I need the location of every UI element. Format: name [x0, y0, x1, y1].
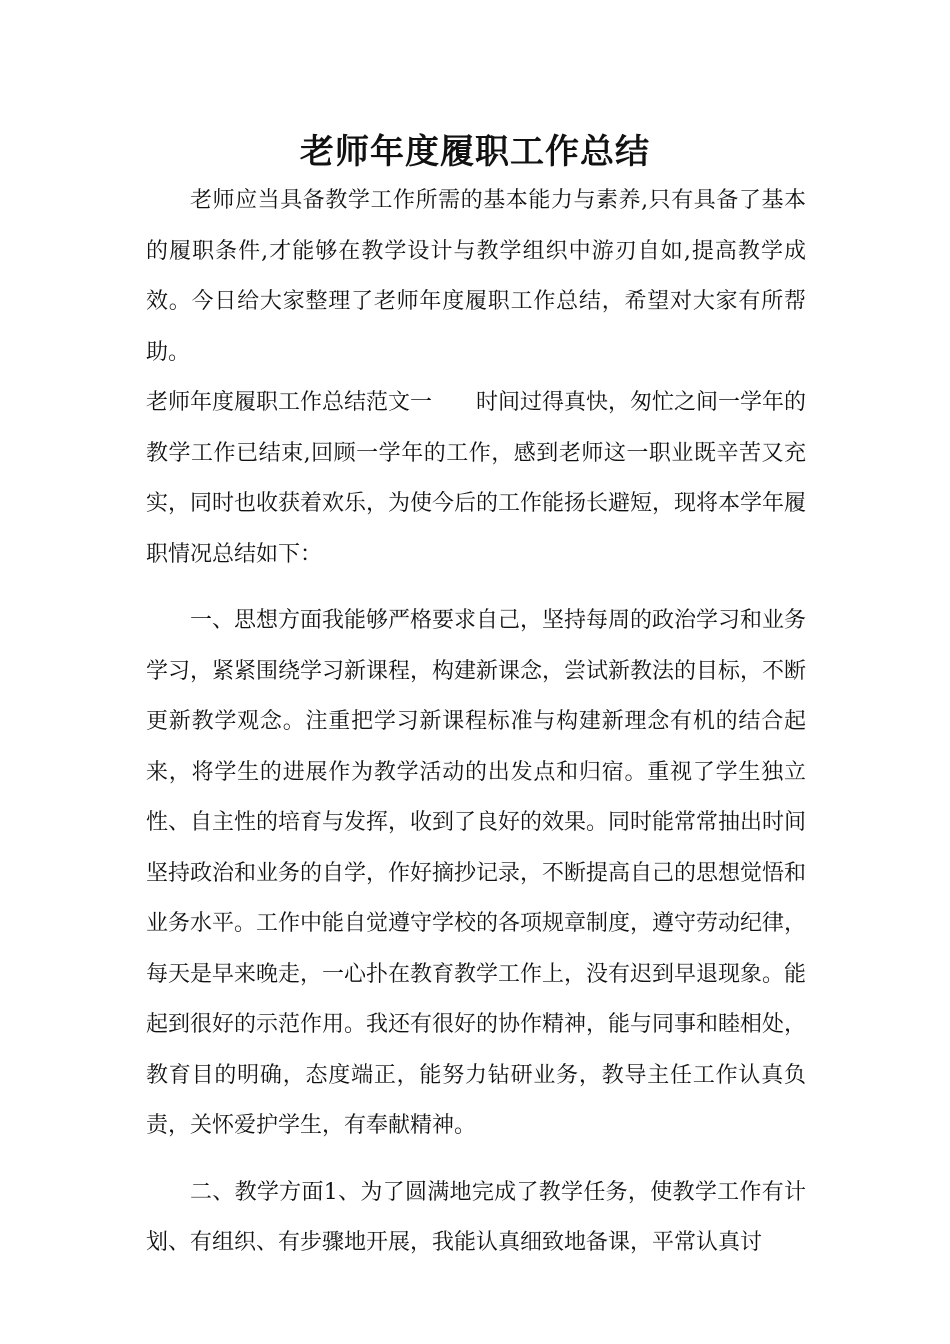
teaching-section-paragraph: 二、教学方面1、为了圆满地完成了教学任务，使教学工作有计划、有组织、有步骤地开展，我能认真细致地备课，平常认真讨: [146, 1179, 806, 1255]
document-body: [146, 176, 806, 1269]
sample-one-paragraph: 老师年度履职工作总结范文一 时间过得真快，匆忙之间一学年的教学工作已结束,回顾一学年的工作，感到老师这一职业既辛苦又充实，同时也收获着欢乐，为使今后的工作能扬长避短，现将本学年履职情况总结如下：: [146, 390, 807, 567]
paragraph-gap: [146, 1152, 806, 1168]
thought-section-paragraph: 一、思想方面我能够严格要求自己，坚持每周的政治学习和业务学习，紧紧围绕学习新课程，构建新课念，尝试新教法的目标，不断更新教学观念。注重把学习新课程标准与构建新理念有机的结合起来，将学生的进展作为教学活动的出发点和归宿。重视了学生独立性、自主性的培育与发挥，收到了良好的效果。同时能常常抽出时间坚持政治和业务的自学，作好摘抄记录，不断提高自己的思想觉悟和业务水平。工作中能自觉遵守学校的各项规章制度，遵守劳动纪律，每天是早来晚走，一心扑在教育教学工作上，没有迟到早退现象。能起到很好的示范作用。我还有很好的协作精神，能与同事和睦相处，教育目的明确，态度端正，能努力钻研业务，教导主任工作认真负责，关怀爱护学生，有奉献精神。: [146, 608, 807, 1138]
document-title: 老师年度履职工作总结: [300, 132, 650, 172]
intro-paragraph: 老师应当具备教学工作所需的基本能力与素养,只有具备了基本的履职条件,才能够在教学设计与教学组织中游刃自如,提高教学成效。今日给大家整理了老师年度履职工作总结，希望对大家有所帮助。: [146, 188, 806, 365]
paragraph-gap: [146, 580, 806, 596]
